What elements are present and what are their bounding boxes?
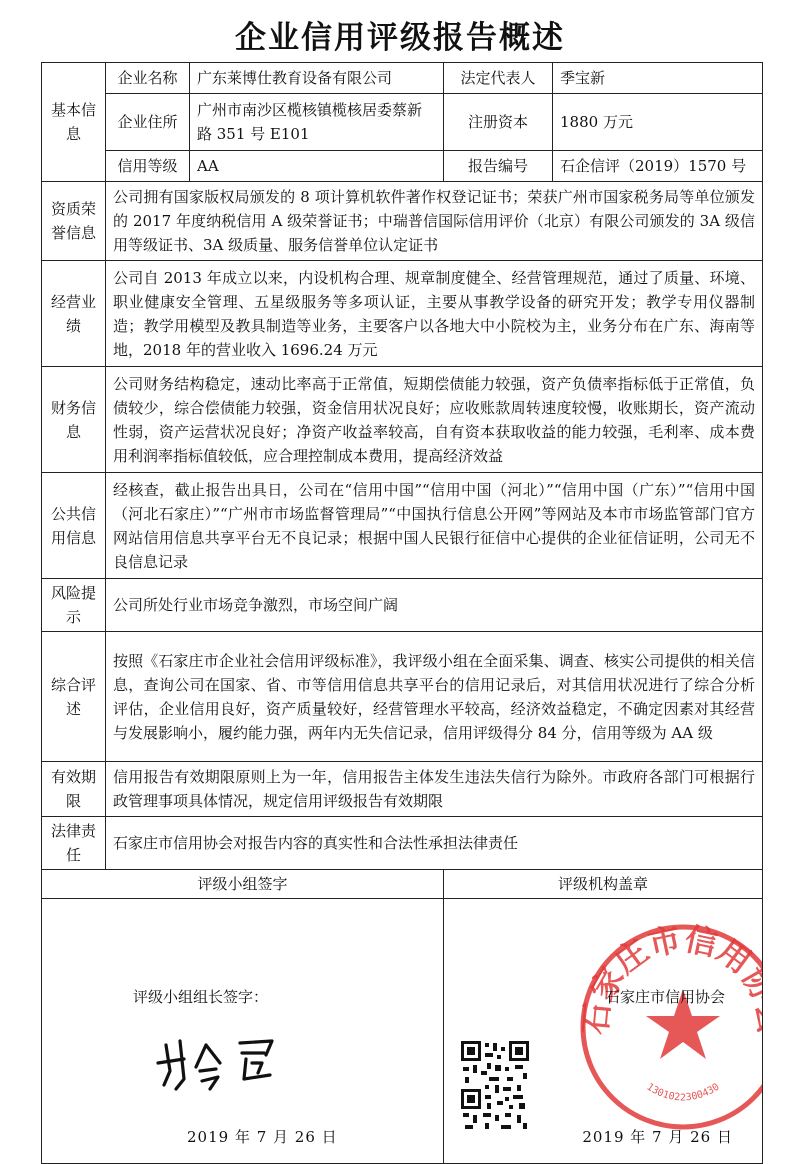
section-risk bbox=[42, 579, 763, 632]
signing-header-row bbox=[42, 870, 763, 899]
signature-area bbox=[42, 899, 444, 1164]
section-label: 法律责任 bbox=[42, 817, 106, 870]
section-performance bbox=[42, 261, 763, 367]
credit-grade-label: 信用等级 bbox=[106, 151, 190, 182]
team-sign-date: 2019 年 7 月 26 日 bbox=[187, 1128, 338, 1146]
legal-rep-label: 法定代表人 bbox=[444, 63, 553, 94]
registered-capital-label: 注册资本 bbox=[444, 94, 553, 151]
section-summary bbox=[42, 632, 763, 762]
company-name-label: 企业名称 bbox=[106, 63, 190, 94]
section-text: 公司拥有国家版权局颁发的 8 项计算机软件著作权登记证书；荣获广州市国家税务局等单位颁发的 2017 年度纳税信用 A 级荣誉证书；中瑞普信国际信用评价（北京）有限公司颁发的 3A 级信用等级证书、3A 级质量、服务信誉单位认定证书 bbox=[106, 182, 763, 261]
address-value: 广州市南沙区榄核镇榄核居委蔡新路 351 号 E101 bbox=[190, 94, 444, 151]
section-label: 经营业绩 bbox=[42, 261, 106, 367]
team-leader-signature-label: 评级小组组长签字： bbox=[133, 988, 269, 1006]
legal-rep-value: 季宝新 bbox=[553, 63, 763, 94]
seal-number: 1301022300430 bbox=[644, 1081, 722, 1104]
section-label: 公共信用信息 bbox=[42, 473, 106, 579]
basic-info-label: 基本信息 bbox=[42, 63, 106, 182]
basic-row-2 bbox=[42, 94, 763, 151]
credit-grade-value: AA bbox=[190, 151, 444, 182]
section-text: 公司所处行业市场竞争激烈，市场空间广阔 bbox=[106, 579, 763, 632]
seal-text: 石家庄市信用协会 bbox=[575, 919, 791, 1037]
section-label: 财务信息 bbox=[42, 367, 106, 473]
signing-body-row bbox=[42, 899, 763, 1164]
section-public-credit bbox=[42, 473, 763, 579]
rating-agency-name: 石家庄市信用协会 bbox=[605, 988, 726, 1006]
basic-row-1 bbox=[42, 63, 763, 94]
section-finance bbox=[42, 367, 763, 473]
section-label: 有效期限 bbox=[42, 762, 106, 817]
report-number-label: 报告编号 bbox=[444, 151, 553, 182]
agency-seal-date: 2019 年 7 月 26 日 bbox=[582, 1128, 733, 1146]
section-legal bbox=[42, 817, 763, 870]
section-text: 信用报告有效期限原则上为一年，信用报告主体发生违法失信行为除外。市政府各部门可根据行政管理事项具体情况，规定信用评级报告有效期限 bbox=[106, 762, 763, 817]
section-validity bbox=[42, 762, 763, 817]
section-qualifications bbox=[42, 182, 763, 261]
qr-code bbox=[459, 1039, 531, 1133]
report-title: 企业信用评级报告概述 bbox=[235, 20, 565, 56]
section-text: 公司财务结构稳定，速动比率高于正常值，短期偿债能力较强，资产负债率指标低于正常值，负债较少，综合偿债能力较强，资金信用状况良好；应收账款周转速度较慢，收账期长，资产流动性弱，资产运营状况良好；净资产收益率较高，自有资本获取收益的能力较强，毛利率、成本费用利润率指标值较低，应合理控制成本费用，提高经济效益 bbox=[106, 367, 763, 473]
rating-team-signature-header: 评级小组签字 bbox=[42, 870, 444, 899]
basic-row-3 bbox=[42, 151, 763, 182]
address-label: 企业住所 bbox=[106, 94, 190, 151]
report-table bbox=[41, 62, 791, 1164]
seal-area bbox=[444, 899, 791, 1164]
section-text: 石家庄市信用协会对报告内容的真实性和合法性承担法律责任 bbox=[106, 817, 763, 870]
company-name-value: 广东莱博仕教育设备有限公司 bbox=[190, 63, 444, 94]
section-label: 资质荣誉信息 bbox=[42, 182, 106, 261]
official-seal bbox=[573, 917, 791, 1137]
section-text: 经核查，截止报告出具日，公司在“信用中国”“信用中国（河北）”“信用中国（广东）”“信用中国（河北石家庄）”“广州市市场监督管理局”“中国执行信息公开网”等网站及本市市场监管部门官方网站信用信息共享平台无不良记录；根据中国人民银行征信中心提供的企业征信证明，公司无不良信息记录 bbox=[106, 473, 763, 579]
section-label: 风险提示 bbox=[42, 579, 106, 632]
section-text: 公司自 2013 年成立以来，内设机构合理、规章制度健全、经营管理规范，通过了质量、环境、职业健康安全管理、五星级服务等多项认证，主要从事教学设备的研究开发；教学专用仪器制造；教学用模型及教具制造等业务，主要客户以各地大中小院校为主，业务分布在广东、海南等地，2018 年的营业收入 1696.24 万元 bbox=[106, 261, 763, 367]
report-number-value: 石企信评（2019）1570 号 bbox=[553, 151, 763, 182]
section-text: 按照《石家庄市企业社会信用评级标准》，我评级小组在全面采集、调查、核实公司提供的相关信息，查询公司在国家、省、市等信用信息共享平台的信用记录后，对其信用状况进行了综合分析评估，企业信用良好，资产质量较好，经营管理水平较高，经济效益稳定，不确定因素对其经营与发展影响小，履约能力强，两年内无失信记录，信用评级得分 84 分，信用等级为 AA 级 bbox=[106, 632, 763, 762]
rating-agency-seal-header: 评级机构盖章 bbox=[444, 870, 763, 899]
handwritten-signature bbox=[154, 1023, 314, 1103]
registered-capital-value: 1880 万元 bbox=[553, 94, 763, 151]
section-label: 综合评述 bbox=[42, 632, 106, 762]
